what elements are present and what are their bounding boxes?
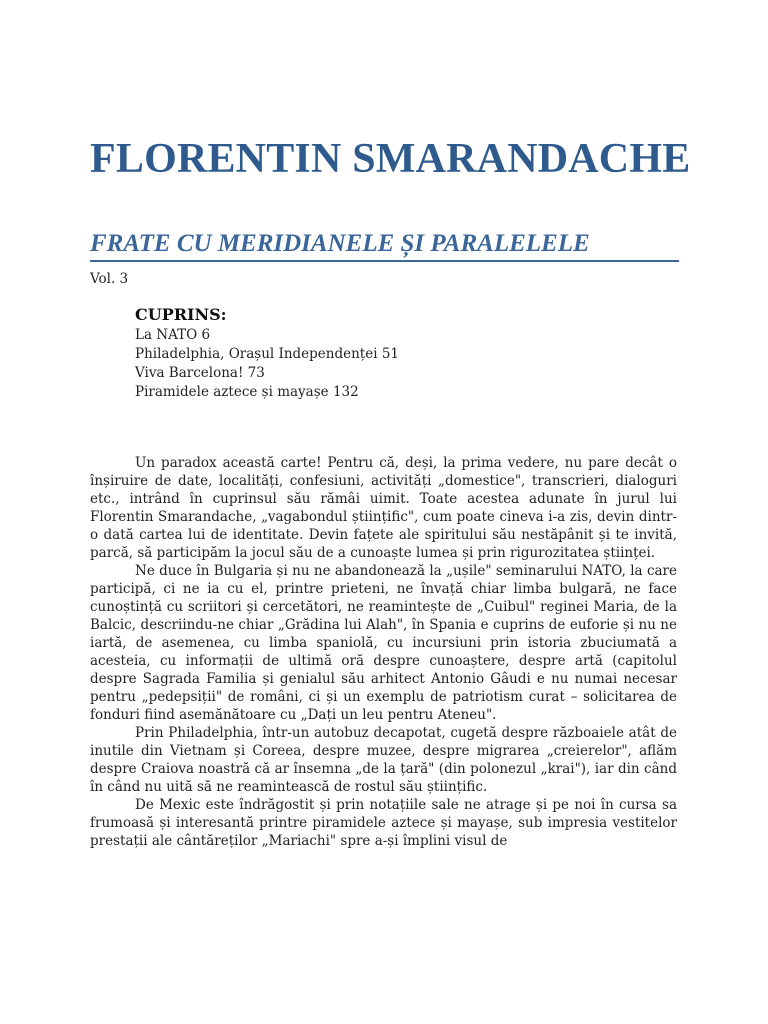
volume-label: Vol. 3: [90, 271, 129, 287]
toc-item: Viva Barcelona! 73: [135, 365, 265, 381]
table-of-contents: [135, 304, 399, 402]
paragraph: Ne duce în Bulgaria și nu ne abandonează la „ușile" seminarului NATO, la care participă, ci ne ia cu el, printre prieteni, ne învață chiar limba bulgară, ne face cunoștință cu scriitori și cercetători, ne reamintește de „Cuibul" reginei Maria, de la Balcic, descriindu-ne chiar „Grădina lui Alah", în Spania e cuprins de euforie și nu ne iartă, de asemenea, cu limba spaniolă, cu incursiuni prin istoria zbuciumată a acesteia, cu informații de ultimă oră despre cunoaștere, despre artă (capitolul despre Sagrada Familia și genialul său arhitect Antonio Gâudi e nu numai necesar pentru „pedepsiții" de români, ci și un exemplu de patriotism curat – solicitarea de fonduri fiind asemănătoare cu „Dați un leu pentru Ateneu".: [90, 563, 677, 723]
toc-item: Philadelphia, Orașul Independenței 51: [135, 346, 400, 362]
toc-heading: CUPRINS:: [135, 305, 227, 324]
paragraph: Un paradox această carte! Pentru că, deși, la prima vedere, nu pare decât o înșiruire de date, localități, confesiuni, activități „domestice", transcrieri, dialoguri etc., intrând în cuprinsul său rămâi uimit. Toate acestea adunate în jurul lui Florentin Smarandache, „vagabondul științific", cum poate cineva i-a zis, devin dintr-o dată cartea lui de identitate. Devin fațete ale spiritului său nestăpânit și te invită, parcă, să participăm la jocul său de a cunoaște lumea și prin rigurozitatea științei.: [90, 455, 677, 561]
book-title: FRATE CU MERIDIANELE ȘI PARALELELE: [90, 229, 679, 262]
toc-item: La NATO 6: [135, 327, 211, 343]
paragraph: De Mexic este îndrăgostit și prin notațiile sale ne atrage și pe noi în cursa sa frumoasă și interesantă printre piramidele aztece și mayașe, sub impresia vestitelor prestații ale cântăreților „Mariachi" spre a-și împlini visul de: [90, 797, 677, 849]
author-name: FLORENTIN SMARANDACHE: [90, 136, 691, 182]
toc-list: [135, 326, 399, 402]
body-text: [90, 454, 677, 850]
toc-item: Piramidele aztece și mayașe 132: [135, 384, 359, 400]
paragraph: Prin Philadelphia, într-un autobuz decapotat, cugetă despre războaiele atât de inutile din Vietnam și Coreea, despre muzee, despre migrarea „creierelor", aflăm despre Craiova noastră că ar însemna „de la țară" (din polonezul „krai"), iar din când în când nu uită să ne reamintească de rostul său științific.: [90, 725, 677, 795]
